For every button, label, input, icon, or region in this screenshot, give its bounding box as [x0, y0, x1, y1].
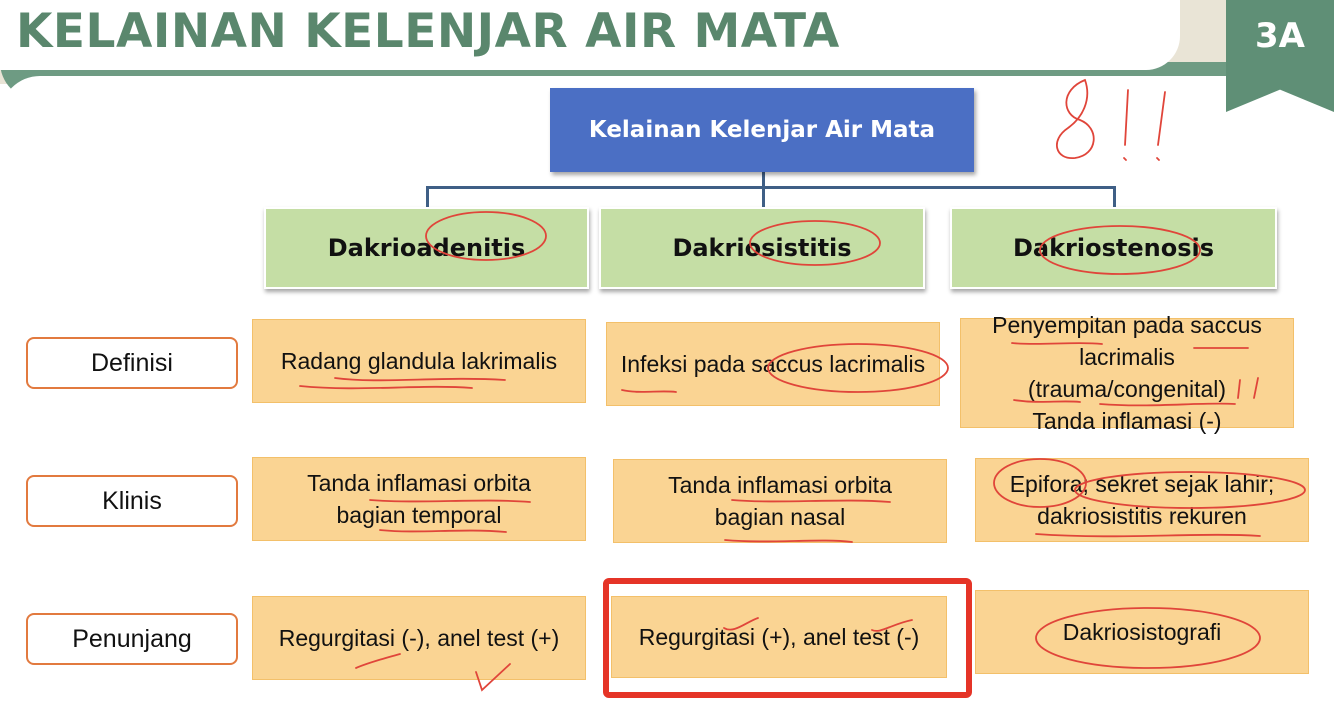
cell-penunjang-dakriosistitis: Regurgitasi (+), anel test (-): [611, 596, 947, 678]
category-dakrioadenitis: Dakrioadenitis: [264, 207, 589, 289]
cell-definisi-dakriostenosis: Penyempitan pada saccus lacrimalis (trauma/congenital) Tanda inflamasi (-): [960, 318, 1294, 428]
category-dakriostenosis: Dakriostenosis: [950, 207, 1277, 289]
root-node: Kelainan Kelenjar Air Mata: [550, 88, 974, 172]
connector-right: [1113, 186, 1116, 208]
category-dakriosistitis: Dakriosistitis: [599, 207, 925, 289]
connector-horizontal: [426, 186, 1116, 189]
row-label-penunjang: Penunjang: [26, 613, 238, 665]
section-badge-label: 3A: [1255, 16, 1305, 56]
highlight-rectangle: [603, 578, 972, 698]
connector-middle: [762, 186, 765, 208]
cell-definisi-dakrioadenitis: Radang glandula lakrimalis: [252, 319, 586, 403]
cell-klinis-dakriosistitis: Tanda inflamasi orbita bagian nasal: [613, 459, 947, 543]
cell-penunjang-dakriostenosis: Dakriosistografi: [975, 590, 1309, 674]
cell-penunjang-dakrioadenitis: Regurgitasi (-), anel test (+): [252, 596, 586, 680]
cell-klinis-dakriostenosis: Epifora; sekret sejak lahir; dakriosistitis rekuren: [975, 458, 1309, 542]
cell-definisi-dakriosistitis: Infeksi pada saccus lacrimalis: [606, 322, 940, 406]
page-title: KELAINAN KELENJAR AIR MATA: [16, 4, 840, 59]
cell-klinis-dakrioadenitis: Tanda inflamasi orbita bagian temporal: [252, 457, 586, 541]
row-label-definisi: Definisi: [26, 337, 238, 389]
row-label-klinis: Klinis: [26, 475, 238, 527]
connector-left: [426, 186, 429, 208]
